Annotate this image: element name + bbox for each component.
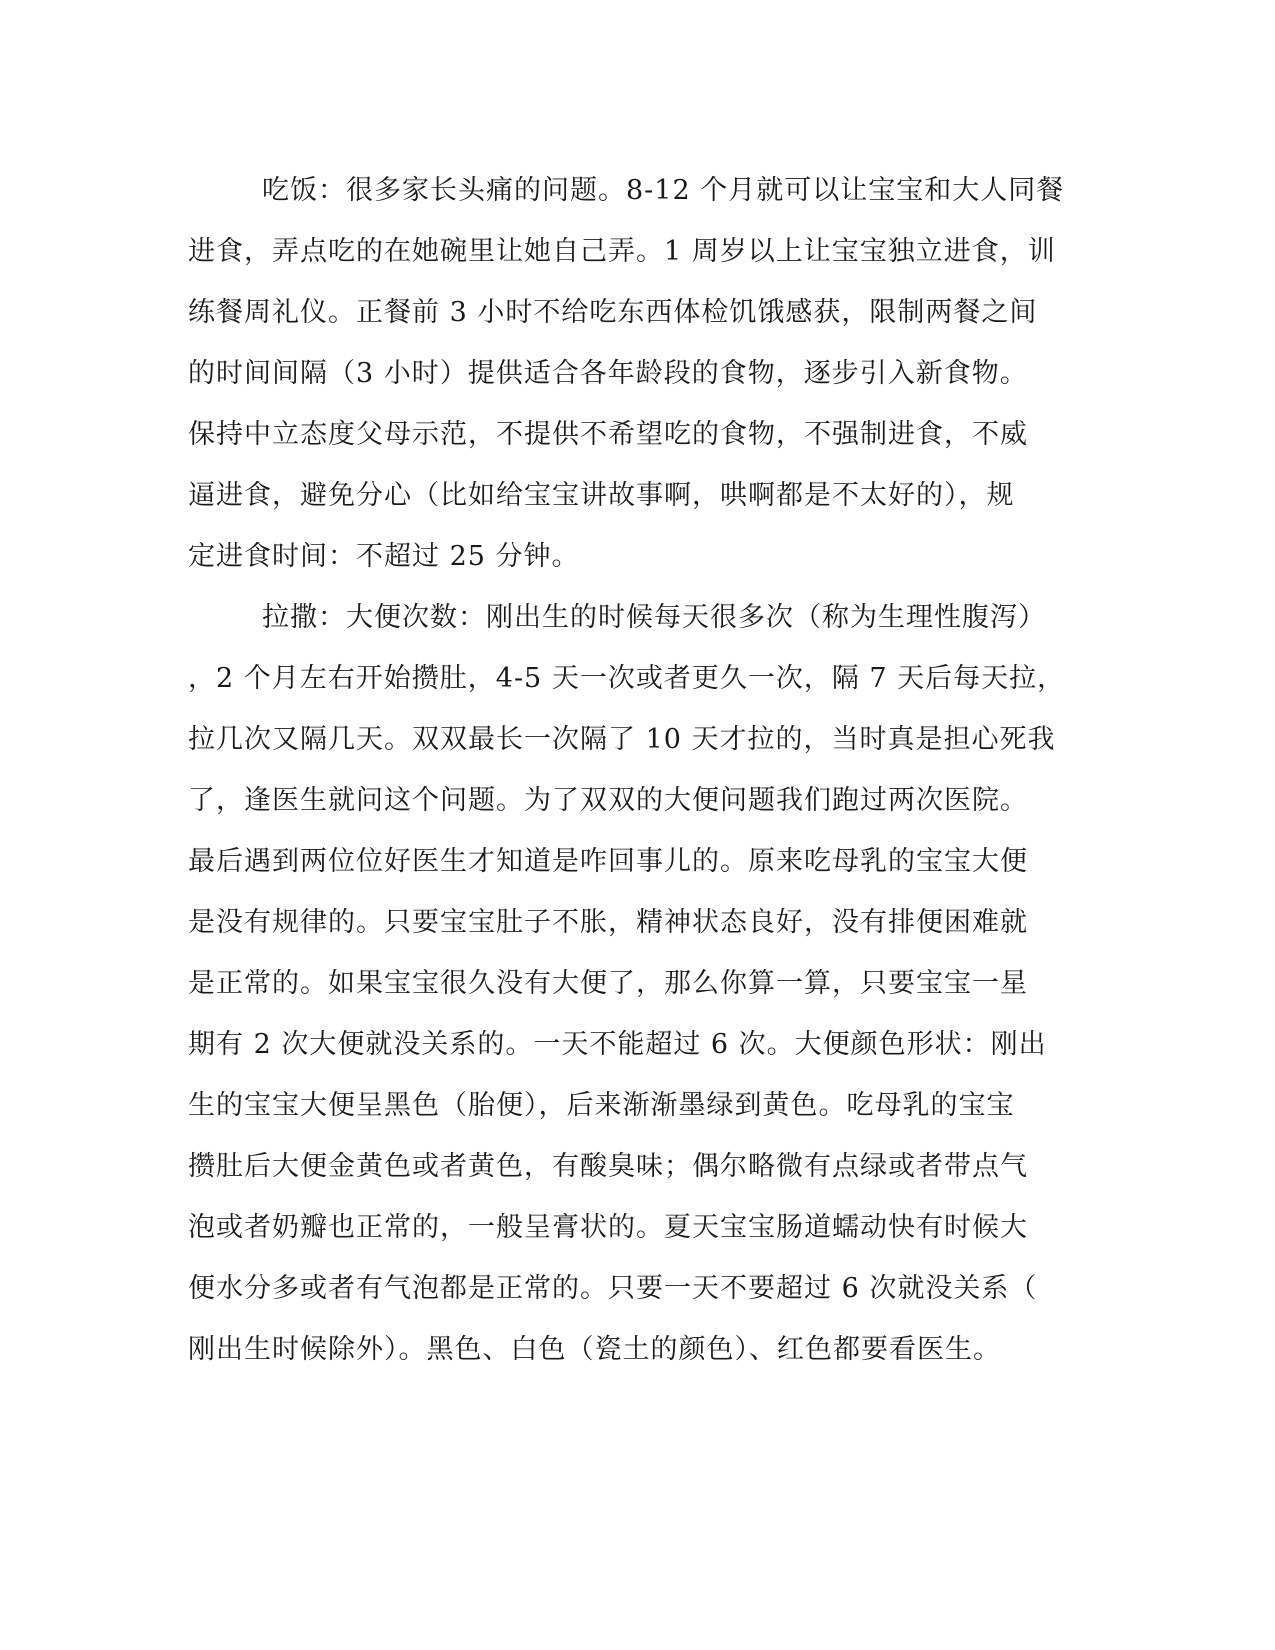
text-line: 吃饭：很多家长头痛的问题。8-12 个月就可以让宝宝和大人同餐 bbox=[262, 175, 1065, 206]
text-line: 生的宝宝大便呈黑色（胎便），后来渐渐墨绿到黄色。吃母乳的宝宝 bbox=[188, 1090, 1015, 1121]
text-line: 是正常的。如果宝宝很久没有大便了，那么你算一算，只要宝宝一星 bbox=[188, 968, 1028, 999]
text-line: 定进食时间：不超过 25 分钟。 bbox=[188, 541, 580, 572]
body-text bbox=[188, 160, 1088, 1380]
text-line: 期有 2 次大便就没关系的。一天不能超过 6 次。大便颜色形状：刚出 bbox=[188, 1029, 1047, 1060]
text-line: 进食，弄点吃的在她碗里让她自己弄。1 周岁以上让宝宝独立进食，训 bbox=[188, 236, 1056, 267]
text-line: 练餐周礼仪。正餐前 3 小时不给吃东西体检饥饿感获，限制两餐之间 bbox=[188, 297, 1038, 328]
text-line: 刚出生时候除外）。黑色、白色（瓷土的颜色）、红色都要看医生。 bbox=[188, 1334, 1001, 1365]
paragraph-excretion bbox=[188, 587, 1088, 1380]
text-line: 的时间间隔（3 小时）提供适合各年龄段的食物，逐步引入新食物。 bbox=[188, 358, 1028, 389]
text-line: 保持中立态度父母示范，不提供不希望吃的食物，不强制进食，不威 bbox=[188, 419, 1028, 450]
text-line: 了，逢医生就问这个问题。为了双双的大便问题我们跑过两次医院。 bbox=[188, 785, 1028, 816]
text-line: 便水分多或者有气泡都是正常的。只要一天不要超过 6 次就没关系（ bbox=[188, 1273, 1038, 1304]
text-line: 最后遇到两位位好医生才知道是咋回事儿的。原来吃母乳的宝宝大便 bbox=[188, 846, 1028, 877]
text-line: 拉撒：大便次数：刚出生的时候每天很多次（称为生理性腹泻） bbox=[262, 602, 1046, 633]
text-line: 拉几次又隔几天。双双最长一次隔了 10 天才拉的，当时真是担心死我 bbox=[188, 724, 1056, 755]
text-line: 攒肚后大便金黄色或者黄色，有酸臭味；偶尔略微有点绿或者带点气 bbox=[188, 1151, 1028, 1182]
text-line: 逼进食，避免分心（比如给宝宝讲故事啊，哄啊都是不太好的），规 bbox=[188, 480, 1015, 511]
text-line: ，2 个月左右开始攒肚，4-5 天一次或者更久一次，隔 7 天后每天拉， bbox=[188, 663, 1066, 694]
text-line: 是没有规律的。只要宝宝肚子不胀，精神状态良好，没有排便困难就 bbox=[188, 907, 1028, 938]
paragraph-eating bbox=[188, 160, 1088, 587]
text-line: 泡或者奶瓣也正常的，一般呈膏状的。夏天宝宝肠道蠕动快有时候大 bbox=[188, 1212, 1028, 1243]
